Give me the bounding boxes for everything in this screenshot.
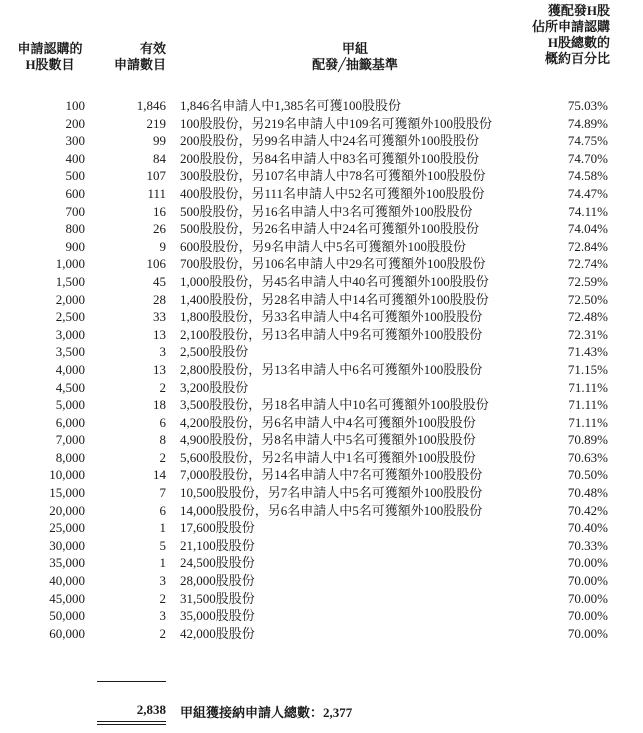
percentage-cell: 71.11% — [568, 379, 608, 395]
percentage-cell: 71.11% — [568, 414, 608, 430]
total-double-rule-upper — [97, 721, 166, 722]
allotment-basis-cell: 1,000股股份，另45名申請人中40名可獲額外100股股份 — [180, 273, 489, 289]
table-row — [0, 625, 643, 643]
allotment-basis-cell: 17,600股股份 — [180, 520, 255, 536]
percentage-cell: 72.74% — [567, 256, 608, 272]
percentage-cell: 70.40% — [567, 520, 608, 536]
allotment-basis-cell: 700股股份，另106名申請人中29名可獲額外100股股份 — [180, 256, 486, 272]
valid-applications-cell: 3 — [159, 608, 166, 624]
allotment-basis-cell: 7,000股股份，另14名申請人中7名可獲額外100股股份 — [180, 467, 483, 483]
shares-applied-cell: 40,000 — [49, 573, 85, 589]
table-row — [0, 308, 643, 326]
shares-applied-cell: 30,000 — [49, 537, 85, 553]
valid-applications-cell: 111 — [147, 185, 166, 201]
shares-applied-cell: 15,000 — [49, 485, 85, 501]
table-row — [0, 220, 643, 238]
shares-applied-cell: 600 — [65, 185, 85, 201]
percentage-cell: 70.63% — [567, 449, 608, 465]
shares-applied-cell: 2,500 — [55, 309, 85, 325]
valid-applications-cell: 6 — [159, 502, 166, 518]
header-valid-applications: 有效 申請數目 — [113, 41, 166, 72]
allotment-basis-cell: 200股股份，另99名申請人中24名可獲額外100股股份 — [180, 133, 480, 149]
table-row — [0, 502, 643, 520]
table-row — [0, 185, 643, 203]
allotment-table — [0, 97, 643, 642]
allotment-basis-cell: 24,500股股份 — [180, 555, 255, 571]
allotment-basis-cell: 3,200股股份 — [180, 379, 249, 395]
table-row — [0, 396, 643, 414]
shares-applied-cell: 400 — [65, 150, 85, 166]
header-approx-percentage: 獲配發H股 佔所申請認購 H股總數的 概約百分比 — [531, 3, 610, 66]
shares-applied-cell: 7,000 — [55, 432, 85, 448]
table-row — [0, 379, 643, 397]
shares-applied-cell: 900 — [65, 238, 85, 254]
shares-applied-cell: 500 — [65, 168, 85, 184]
percentage-cell: 74.70% — [567, 150, 608, 166]
allotment-basis-cell: 500股股份，另16名申請人中3名可獲額外100股股份 — [180, 203, 473, 219]
valid-applications-cell: 13 — [153, 326, 166, 342]
table-row — [0, 273, 643, 291]
table-row — [0, 484, 643, 502]
valid-applications-cell: 7 — [159, 485, 166, 501]
subtotal-rule — [97, 681, 166, 682]
percentage-cell: 70.00% — [567, 590, 608, 606]
shares-applied-cell: 1,000 — [55, 256, 85, 272]
table-row — [0, 554, 643, 572]
allotment-basis-cell: 35,000股股份 — [180, 608, 255, 624]
table-row — [0, 607, 643, 625]
shares-applied-cell: 800 — [65, 221, 85, 237]
valid-applications-cell: 28 — [153, 291, 166, 307]
table-row — [0, 572, 643, 590]
valid-applications-cell: 45 — [153, 273, 166, 289]
total-successful-applicants: 甲組獲接納申請人總數：2,377 — [180, 705, 353, 720]
valid-applications-cell: 219 — [146, 115, 166, 131]
valid-applications-cell: 2 — [159, 449, 166, 465]
allotment-basis-cell: 3,500股股份，另18名申請人中10名可獲額外100股股份 — [180, 397, 489, 413]
valid-applications-cell: 8 — [159, 432, 166, 448]
shares-applied-cell: 700 — [65, 203, 85, 219]
table-row — [0, 97, 643, 115]
table-row — [0, 132, 643, 150]
valid-applications-cell: 2 — [159, 379, 166, 395]
table-row — [0, 361, 643, 379]
allotment-basis-cell: 600股股份，另9名申請人中5名可獲額外100股股份 — [180, 238, 467, 254]
shares-applied-cell: 6,000 — [55, 414, 85, 430]
percentage-cell: 70.42% — [567, 502, 608, 518]
percentage-cell: 71.43% — [567, 344, 608, 360]
shares-applied-cell: 10,000 — [49, 467, 85, 483]
percentage-cell: 70.48% — [567, 485, 608, 501]
valid-applications-cell: 9 — [159, 238, 166, 254]
table-row — [0, 519, 643, 537]
percentage-cell: 70.89% — [567, 432, 608, 448]
valid-applications-cell: 5 — [159, 537, 166, 553]
valid-applications-cell: 106 — [146, 256, 166, 272]
allotment-basis-cell: 200股股份，另84名申請人中83名可獲額外100股股份 — [180, 150, 480, 166]
total-valid-applications: 2,838 — [136, 702, 166, 717]
allotment-basis-cell: 100股股份，另219名申請人中109名可獲額外100股股份 — [180, 115, 493, 131]
percentage-cell: 75.03% — [567, 98, 608, 113]
table-row — [0, 255, 643, 273]
percentage-cell: 72.50% — [567, 291, 608, 307]
valid-applications-cell: 107 — [146, 168, 166, 184]
valid-applications-cell: 33 — [153, 309, 166, 325]
allotment-basis-cell: 31,500股股份 — [180, 590, 255, 606]
allotment-basis-cell: 2,100股股份，另13名申請人中9名可獲額外100股股份 — [180, 326, 483, 342]
allotment-basis-cell: 400股股份，另111名申請人中52名可獲額外100股股份 — [180, 185, 485, 201]
valid-applications-cell: 14 — [153, 467, 166, 483]
table-row — [0, 291, 643, 309]
shares-applied-cell: 200 — [65, 115, 85, 131]
percentage-cell: 72.84% — [567, 238, 608, 254]
table-row — [0, 431, 643, 449]
valid-applications-cell: 1,846 — [136, 98, 166, 113]
table-row — [0, 466, 643, 484]
valid-applications-cell: 18 — [153, 397, 166, 413]
percentage-cell: 74.04% — [567, 221, 608, 237]
table-row — [0, 537, 643, 555]
percentage-cell: 72.31% — [567, 326, 608, 342]
percentage-cell: 74.75% — [567, 133, 608, 149]
header-shares-applied: 申請認購的 H股數目 — [17, 41, 83, 72]
percentage-cell: 70.00% — [567, 573, 608, 589]
shares-applied-cell: 5,000 — [55, 397, 85, 413]
table-row — [0, 167, 643, 185]
total-double-rule-lower — [97, 724, 166, 725]
percentage-cell: 72.48% — [567, 309, 608, 325]
valid-applications-cell: 26 — [153, 221, 166, 237]
valid-applications-cell: 1 — [159, 555, 166, 571]
table-row — [0, 449, 643, 467]
shares-applied-cell: 20,000 — [49, 502, 85, 518]
valid-applications-cell: 6 — [159, 414, 166, 430]
allotment-basis-cell: 2,500股股份 — [180, 344, 249, 360]
valid-applications-cell: 3 — [159, 344, 166, 360]
percentage-cell: 71.15% — [567, 361, 608, 377]
percentage-cell: 71.11% — [568, 397, 608, 413]
percentage-cell: 70.00% — [567, 625, 608, 641]
shares-applied-cell: 45,000 — [49, 590, 85, 606]
percentage-cell: 70.00% — [567, 608, 608, 624]
valid-applications-cell: 2 — [159, 590, 166, 606]
shares-applied-cell: 3,000 — [55, 326, 85, 342]
valid-applications-cell: 99 — [153, 133, 166, 149]
shares-applied-cell: 300 — [65, 133, 85, 149]
allotment-basis-cell: 1,846名申請人中1,385名可獲100股股份 — [180, 98, 402, 113]
percentage-cell: 74.89% — [567, 115, 608, 131]
table-row — [0, 326, 643, 344]
percentage-cell: 74.58% — [567, 168, 608, 184]
allotment-basis-cell: 4,200股股份，另6名申請人中4名可獲額外100股股份 — [180, 414, 476, 430]
table-row — [0, 343, 643, 361]
shares-applied-cell: 60,000 — [49, 625, 85, 641]
percentage-cell: 74.47% — [567, 185, 608, 201]
allotment-basis-cell: 2,800股股份，另13名申請人中6名可獲額外100股股份 — [180, 361, 483, 377]
allotment-basis-cell: 21,100股股份 — [180, 537, 255, 553]
shares-applied-cell: 2,000 — [55, 291, 85, 307]
valid-applications-cell: 3 — [159, 573, 166, 589]
shares-applied-cell: 3,500 — [55, 344, 85, 360]
shares-applied-cell: 1,500 — [55, 273, 85, 289]
shares-applied-cell: 4,000 — [55, 361, 85, 377]
shares-applied-cell: 100 — [65, 98, 85, 113]
table-row — [0, 238, 643, 256]
percentage-cell: 72.59% — [567, 273, 608, 289]
shares-applied-cell: 50,000 — [49, 608, 85, 624]
allotment-basis-cell: 500股股份，另26名申請人中24名可獲額外100股股份 — [180, 221, 480, 237]
allotment-basis-cell: 4,900股股份，另8名申請人中5名可獲額外100股股份 — [180, 432, 476, 448]
allotment-basis-cell: 42,000股股份 — [180, 625, 255, 641]
percentage-cell: 70.00% — [567, 555, 608, 571]
shares-applied-cell: 25,000 — [49, 520, 85, 536]
table-row — [0, 150, 643, 168]
table-row — [0, 115, 643, 133]
table-row — [0, 590, 643, 608]
valid-applications-cell: 2 — [159, 625, 166, 641]
allotment-basis-cell: 14,000股股份，另6名申請人中5名可獲額外100股股份 — [180, 502, 483, 518]
table-row — [0, 414, 643, 432]
allotment-basis-cell: 1,400股股份，另28名申請人中14名可獲額外100股股份 — [180, 291, 489, 307]
shares-applied-cell: 8,000 — [55, 449, 85, 465]
valid-applications-cell: 13 — [153, 361, 166, 377]
table-row — [0, 203, 643, 221]
percentage-cell: 70.50% — [567, 467, 608, 483]
valid-applications-cell: 16 — [153, 203, 166, 219]
valid-applications-cell: 84 — [153, 150, 166, 166]
percentage-cell: 70.33% — [567, 537, 608, 553]
shares-applied-cell: 4,500 — [55, 379, 85, 395]
percentage-cell: 74.11% — [568, 203, 608, 219]
header-allotment-basis: 甲組 配發╱抽籤基準 — [312, 41, 398, 72]
allotment-basis-cell: 300股股份，另107名申請人中78名可獲額外100股股份 — [180, 168, 486, 184]
allotment-basis-cell: 1,800股股份，另33名申請人中4名可獲額外100股股份 — [180, 309, 483, 325]
allotment-basis-cell: 28,000股股份 — [180, 573, 255, 589]
allotment-basis-cell: 10,500股股份，另7名申請人中5名可獲額外100股股份 — [180, 485, 483, 501]
valid-applications-cell: 1 — [159, 520, 166, 536]
allotment-basis-cell: 5,600股股份，另2名申請人中1名可獲額外100股股份 — [180, 449, 476, 465]
shares-applied-cell: 35,000 — [49, 555, 85, 571]
